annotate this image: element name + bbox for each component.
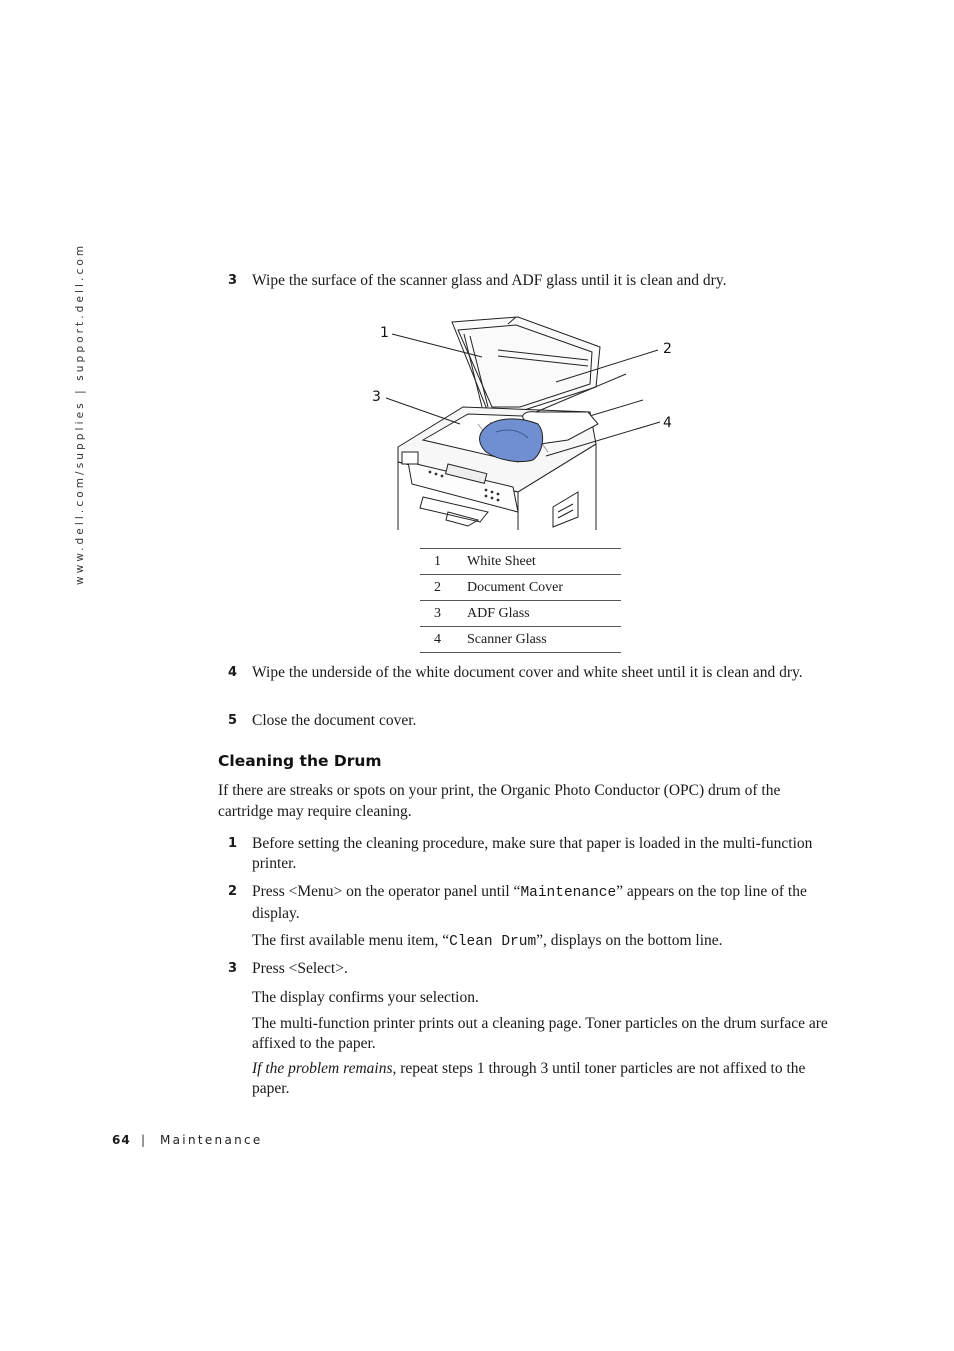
step-close-cover	[228, 711, 828, 731]
chapter-title: Maintenance	[160, 1133, 263, 1147]
legend-number: 1	[420, 549, 467, 575]
step-text: Press <Select>.	[252, 960, 348, 977]
legend-number: 3	[420, 601, 467, 627]
callout-3: 3	[372, 389, 381, 405]
problem-note	[252, 1059, 828, 1098]
note-text-start: The first available menu item, “	[252, 932, 450, 949]
step-press-select	[228, 959, 828, 979]
problem-note-text: repeat steps 1 through 3 until toner particles are not affixed to the paper.	[252, 1060, 806, 1097]
step-number: 3	[228, 961, 238, 976]
page-number: 64	[112, 1133, 131, 1147]
step-wipe-cover	[228, 663, 828, 683]
step-text: Wipe the surface of the scanner glass and ADF glass until it is clean and dry.	[252, 272, 727, 289]
legend-label: ADF Glass	[467, 601, 621, 627]
legend-number: 4	[420, 627, 467, 653]
step-check-paper	[228, 834, 828, 873]
legend-number: 2	[420, 575, 467, 601]
legend-label: Scanner Glass	[467, 627, 621, 653]
step-press-menu	[228, 882, 828, 923]
step-number: 1	[228, 836, 238, 851]
step-number: 5	[228, 713, 238, 728]
section-intro: If there are streaks or spots on your print, the Organic Photo Conductor (OPC) drum of the cartridge may require cleaning.	[218, 782, 781, 820]
confirm-note: The display confirms your selection.	[252, 989, 479, 1006]
step-number: 2	[228, 884, 238, 899]
note-text-end: ”, displays on the bottom line.	[536, 932, 723, 949]
step-number: 3	[228, 273, 238, 288]
table-row	[420, 549, 621, 575]
step-number: 4	[228, 665, 238, 680]
printer-drawing	[368, 312, 680, 530]
prints-note: The multi-function printer prints out a cleaning page. Toner particles on the drum surface are affixed to the paper.	[252, 1015, 828, 1052]
legend-label: White Sheet	[467, 549, 621, 575]
menu-code-maintenance: Maintenance	[520, 885, 617, 901]
step-text: Close the document cover.	[252, 712, 417, 729]
note-first-menu-item	[252, 931, 828, 953]
problem-note-italic: If the problem remains,	[252, 1060, 397, 1077]
footer-separator: |	[141, 1133, 146, 1147]
scanner-illustration	[368, 312, 680, 530]
step-text: Before setting the cleaning procedure, make sure that paper is loaded in the multi-function printer.	[252, 835, 813, 872]
callout-1: 1	[380, 325, 389, 341]
step-text-start: Press <Menu> on the operator panel until “	[252, 883, 521, 900]
table-row	[420, 575, 621, 601]
legend-label: Document Cover	[467, 575, 621, 601]
table-row	[420, 627, 621, 653]
step-text-end: ” appears on the top line of the display.	[252, 883, 807, 922]
figure-legend-table	[420, 548, 621, 653]
menu-code-clean-drum: Clean Drum	[449, 934, 537, 950]
step-text: Wipe the underside of the white document cover and white sheet until it is clean and dry.	[252, 664, 803, 681]
side-url: www.dell.com/supplies | support.dell.com	[74, 242, 86, 585]
section-heading: Cleaning the Drum	[218, 752, 382, 770]
step-wipe-glass	[228, 271, 828, 291]
callout-4: 4	[663, 415, 672, 431]
step-text	[252, 882, 828, 923]
callout-2: 2	[663, 341, 672, 357]
table-row	[420, 601, 621, 627]
